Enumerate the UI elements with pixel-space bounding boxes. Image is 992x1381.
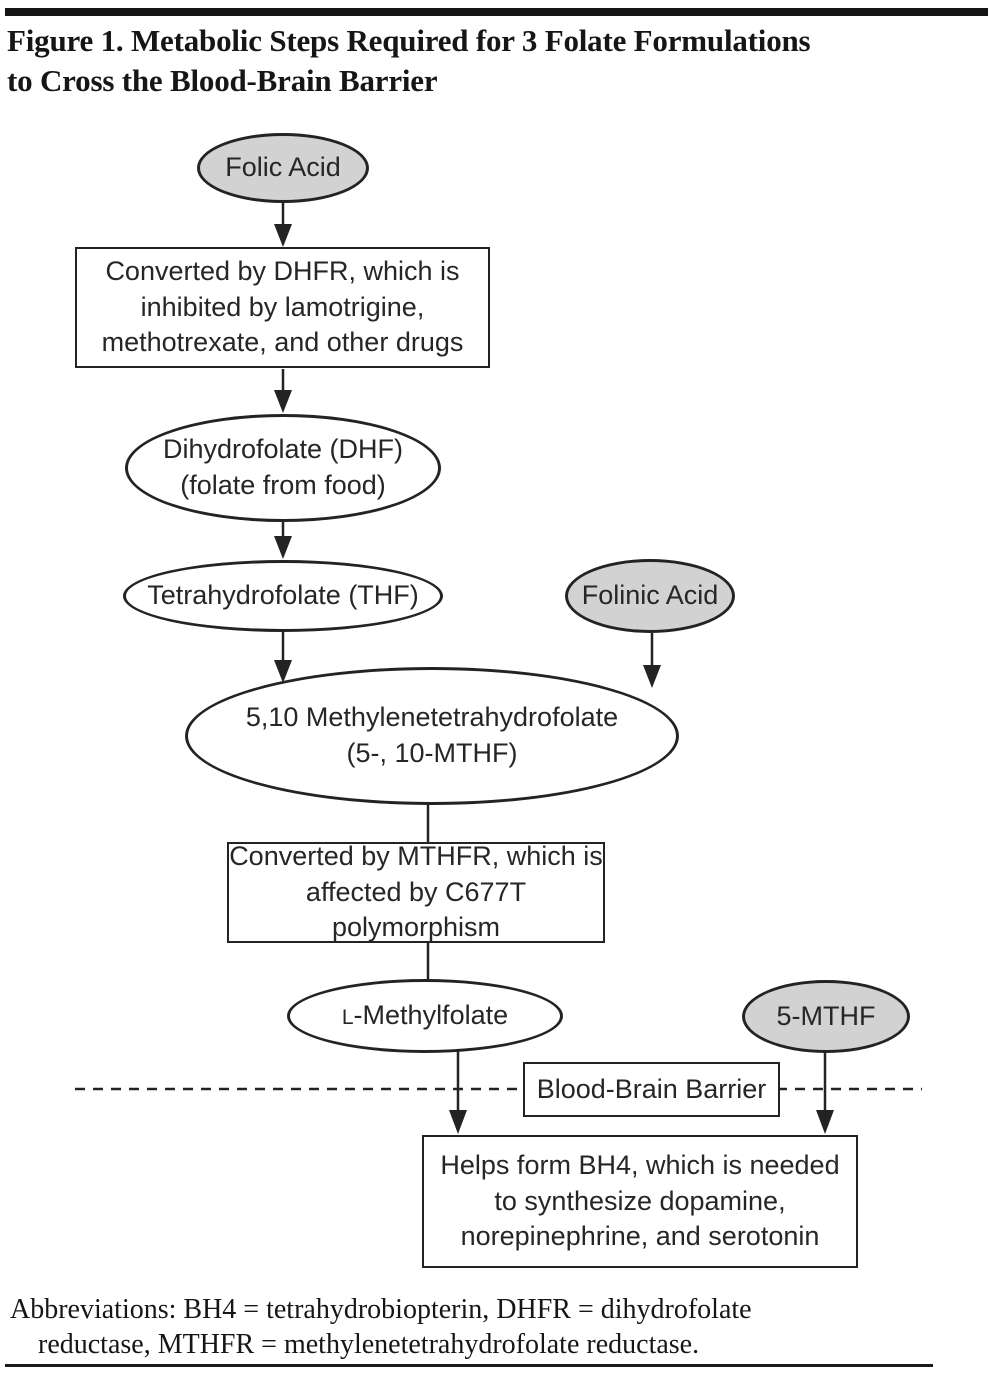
l-methylfolate-label: [342, 998, 508, 1034]
abbreviations-line2: reductase, MTHFR = methylenetetrahydrofolate reductase.: [38, 1329, 700, 1360]
dhfr-box-line1: Converted by DHFR, which is: [105, 256, 460, 287]
folinic-acid-label: Folinic Acid: [581, 580, 719, 611]
bh4-box-line1: Helps form BH4, which is needed: [440, 1150, 840, 1181]
arrowhead-5mthf-to-bh4: [816, 1110, 834, 1134]
node-blood-brain-barrier-label-box: [523, 1062, 780, 1117]
dhf-line1: Dihydrofolate (DHF): [162, 434, 404, 465]
l-methylfolate-smallcap-l: L: [341, 1006, 354, 1030]
abbreviations-line1: Abbreviations: BH4 = tetrahydrobiopterin, DHFR = dihydrofolate: [10, 1294, 752, 1325]
blood-brain-barrier-label: Blood-Brain Barrier: [536, 1073, 767, 1104]
mthfr-box-line2: affected by C677T polymorphism: [305, 876, 527, 943]
bh4-box-line2: to synthesize dopamine,: [494, 1185, 786, 1216]
node-5-10-methylenetetrahydrofolate: [185, 667, 679, 805]
mthfr-box-line1: Converted by MTHFR, which is: [229, 841, 603, 872]
node-bh4-effect-box: [422, 1135, 858, 1268]
l-methylfolate-rest: -Methylfolate: [353, 1000, 509, 1031]
node-folic-acid-label: Folic Acid: [225, 152, 341, 183]
node-dihydrofolate: [125, 414, 441, 522]
arrowhead-folic-to-dhfr: [274, 224, 292, 247]
arrowhead-folinic-to-mthf: [643, 665, 661, 688]
arrowhead-lmf-to-bh4: [449, 1110, 467, 1134]
arrowhead-dhfr-to-dhf: [274, 390, 292, 413]
thf-label: Tetrahydrofolate (THF): [147, 580, 419, 611]
node-dhfr-conversion-box: [75, 247, 490, 368]
figure-title-line2: to Cross the Blood-Brain Barrier: [7, 62, 438, 98]
node-l-methylfolate: [287, 979, 563, 1053]
5-mthf-label: 5-MTHF: [776, 1000, 876, 1031]
node-folic-acid: [197, 133, 369, 203]
mthf-5-10-line2: (5-, 10-MTHF): [346, 738, 518, 768]
bh4-box-line3: norepinephrine, and serotonin: [460, 1221, 820, 1252]
node-tetrahydrofolate: [123, 560, 443, 632]
node-5-mthf: [742, 980, 910, 1053]
dhfr-box-line3: methotrexate, and other drugs: [101, 327, 464, 358]
dhfr-box-line2: inhibited by lamotrigine,: [140, 291, 425, 322]
figure-title-line1: Figure 1. Metabolic Steps Required for 3 Folate Formulations: [7, 23, 811, 58]
node-mthfr-conversion-box: [227, 842, 605, 943]
mthf-5-10-line1: 5,10 Methylenetetrahydrofolate: [245, 702, 619, 733]
arrowhead-dhf-to-thf: [274, 536, 292, 559]
node-folinic-acid: [565, 559, 735, 633]
dhf-line2: (folate from food): [180, 470, 386, 500]
